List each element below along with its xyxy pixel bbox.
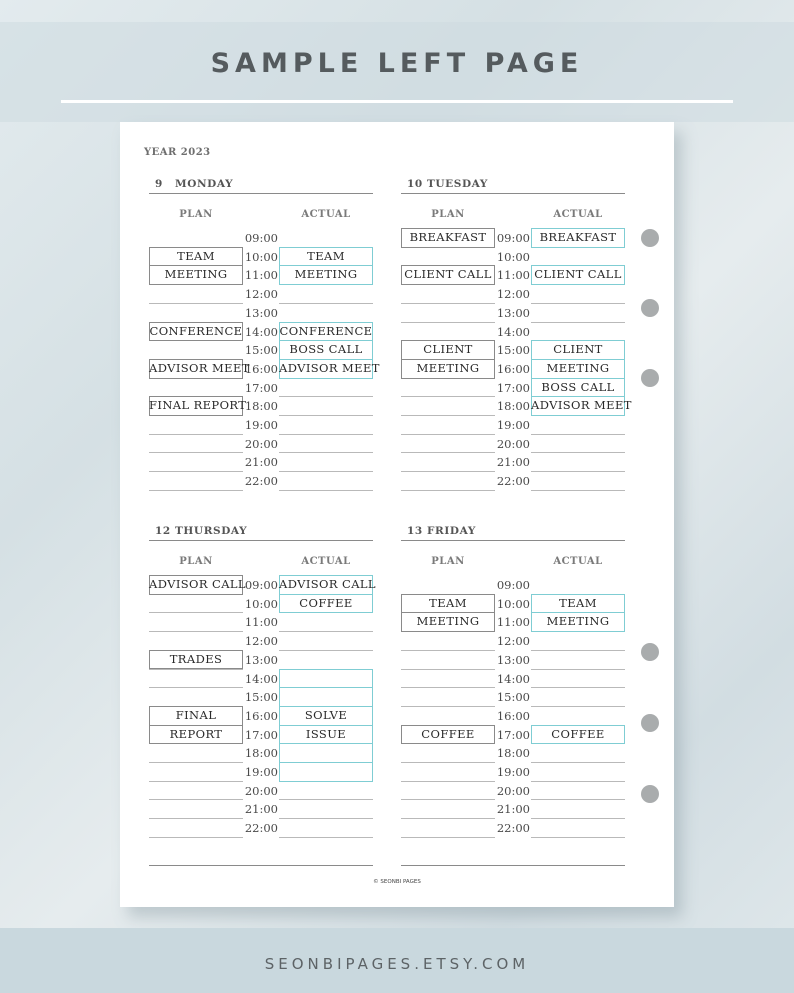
time-slot-label: 11:00	[496, 615, 530, 630]
plan-entry-text: FINAL REPORT	[149, 398, 247, 413]
time-slot-label: 22:00	[496, 821, 530, 836]
time-slot-label: 21:00	[244, 455, 278, 470]
plan-row-line[interactable]	[149, 818, 243, 819]
day-number: 12	[155, 525, 171, 537]
notes-line[interactable]	[401, 865, 625, 866]
plan-entry-text: TEAM	[429, 595, 467, 610]
plan-row-line[interactable]	[401, 471, 495, 472]
plan-entry-text: FINAL	[175, 707, 217, 722]
plan-row-line[interactable]	[149, 837, 243, 838]
time-slot-label: 22:00	[244, 474, 278, 489]
time-slot-label: 21:00	[496, 455, 530, 470]
actual-entry-text: TEAM	[559, 595, 597, 610]
time-slot-label: 21:00	[244, 802, 278, 817]
plan-row-line[interactable]	[149, 631, 243, 632]
day-number: 9	[155, 178, 163, 190]
actual-row-line[interactable]	[531, 837, 625, 838]
time-slot-label: 20:00	[496, 783, 530, 798]
actual-entry-text: MEETING	[294, 267, 358, 282]
time-slot-label: 15:00	[496, 343, 530, 358]
plan-row-line[interactable]	[149, 799, 243, 800]
plan-row-line[interactable]	[401, 762, 495, 763]
time-slot-label: 11:00	[244, 615, 278, 630]
time-slot-label: 17:00	[244, 727, 278, 742]
day-divider	[401, 540, 625, 541]
actual-row-line[interactable]	[531, 322, 625, 323]
actual-entry-text: BOSS CALL	[541, 379, 615, 394]
time-slot-label: 11:00	[496, 268, 530, 283]
actual-row-line[interactable]	[531, 471, 625, 472]
time-slot-label: 20:00	[496, 436, 530, 451]
day-divider	[401, 193, 625, 194]
plan-row-line[interactable]	[401, 490, 495, 491]
actual-entry-cell[interactable]	[279, 743, 373, 763]
day-divider	[149, 540, 373, 541]
actual-entry-cell[interactable]	[279, 669, 373, 689]
actual-entry-text: ADVISOR MEET	[531, 398, 632, 413]
time-slot-label: 13:00	[496, 652, 530, 667]
actual-row-line[interactable]	[531, 818, 625, 819]
time-slot-label: 19:00	[496, 418, 530, 432]
time-slot-label: 19:00	[244, 418, 278, 432]
time-slot-label: 11:00	[244, 268, 278, 283]
plan-entry-text: ADVISOR CALL	[149, 577, 246, 591]
plan-row-line[interactable]	[401, 687, 495, 688]
plan-row-line[interactable]	[401, 434, 495, 435]
day-header-thursday	[155, 525, 247, 537]
time-slot-label: 16:00	[244, 361, 278, 376]
actual-row-line[interactable]	[279, 799, 373, 800]
time-slot-label: 10:00	[496, 249, 530, 264]
time-slot-label: 19:00	[244, 765, 278, 779]
time-slot-label: 18:00	[496, 746, 530, 761]
binder-hole-icon	[641, 229, 659, 247]
day-name: MONDAY	[175, 178, 234, 190]
plan-entry-text: TRADES	[169, 651, 223, 666]
copyright-text: © SEONBI PAGES	[373, 879, 421, 885]
time-slot-label: 12:00	[496, 634, 530, 649]
plan-entry-text: TEAM	[177, 248, 215, 263]
time-slot-label: 17:00	[244, 380, 278, 395]
plan-entry-text: BREAKFAST	[409, 230, 487, 244]
actual-entry-text: ADVISOR MEET	[279, 360, 380, 375]
plan-row-line[interactable]	[149, 452, 243, 453]
actual-row-line[interactable]	[279, 631, 373, 632]
actual-row-line[interactable]	[279, 415, 373, 416]
actual-row-line[interactable]	[531, 669, 625, 670]
day-header-tuesday	[407, 178, 488, 190]
time-slot-label: 20:00	[244, 436, 278, 451]
actual-row-line[interactable]	[531, 687, 625, 688]
plan-row-line[interactable]	[401, 303, 495, 304]
plan-row-line[interactable]	[401, 818, 495, 819]
plan-entry-text: REPORT	[169, 726, 223, 741]
actual-row-line[interactable]	[279, 303, 373, 304]
actual-row-line[interactable]	[531, 434, 625, 435]
plan-entry-text: MEETING	[416, 360, 480, 375]
actual-row-line[interactable]	[531, 490, 625, 491]
plan-column-label: PLAN	[431, 209, 465, 220]
time-slot-label: 22:00	[244, 821, 278, 836]
time-slot-label: 12:00	[244, 634, 278, 649]
time-slot-label: 13:00	[244, 305, 278, 320]
actual-column-label: ACTUAL	[553, 209, 603, 220]
plan-column-label: PLAN	[179, 209, 213, 220]
time-slot-label: 14:00	[244, 671, 278, 686]
time-slot-label: 09:00	[496, 578, 530, 592]
year-label: YEAR 2023	[144, 147, 211, 158]
time-slot-label: 17:00	[496, 727, 530, 742]
actual-entry-text: MEETING	[546, 360, 610, 375]
actual-row-line[interactable]	[279, 434, 373, 435]
time-slot-label: 21:00	[496, 802, 530, 817]
plan-row-line[interactable]	[149, 471, 243, 472]
plan-row-line[interactable]	[401, 396, 495, 397]
actual-row-line[interactable]	[531, 781, 625, 782]
actual-row-line[interactable]	[279, 471, 373, 472]
actual-entry-text: BOSS CALL	[289, 342, 363, 357]
day-name: THURSDAY	[175, 525, 248, 537]
time-slot-label: 13:00	[244, 652, 278, 667]
actual-entry-text: MEETING	[546, 614, 610, 629]
actual-entry-text: ADVISOR CALL	[279, 577, 376, 591]
plan-row-line[interactable]	[149, 781, 243, 782]
day-divider	[149, 193, 373, 194]
actual-column-label: ACTUAL	[301, 556, 351, 567]
actual-entry-cell[interactable]	[279, 687, 373, 707]
actual-row-line[interactable]	[279, 396, 373, 397]
day-name: TUESDAY	[427, 178, 488, 190]
actual-entry-text: CLIENT CALL	[534, 267, 622, 282]
page-title: SAMPLE LEFT PAGE	[210, 48, 584, 79]
plan-entry-text: CLIENT CALL	[404, 267, 492, 282]
plan-row-line[interactable]	[401, 837, 495, 838]
shop-url: SEONBIPAGES.ETSY.COM	[264, 955, 530, 973]
plan-row-line[interactable]	[401, 452, 495, 453]
binder-hole-icon	[641, 785, 659, 803]
time-slot-label: 18:00	[496, 399, 530, 414]
time-slot-label: 10:00	[244, 249, 278, 264]
plan-entry-text: CONFERENCE	[149, 323, 243, 338]
time-slot-label: 15:00	[496, 690, 530, 705]
plan-entry-text: CLIENT	[423, 342, 473, 357]
actual-entry-text: COFFEE	[551, 726, 605, 741]
binder-hole-icon	[641, 369, 659, 387]
actual-row-line[interactable]	[531, 762, 625, 763]
actual-row-line[interactable]	[531, 650, 625, 651]
plan-row-line[interactable]	[149, 434, 243, 435]
time-slot-label: 19:00	[496, 765, 530, 779]
time-slot-label: 22:00	[496, 474, 530, 489]
plan-row-line[interactable]	[401, 322, 495, 323]
notes-line[interactable]	[149, 865, 373, 866]
binder-hole-icon	[641, 714, 659, 732]
plan-row-line[interactable]	[149, 303, 243, 304]
time-slot-label: 09:00	[244, 231, 278, 245]
day-number: 10	[407, 178, 423, 190]
time-slot-label: 15:00	[244, 343, 278, 358]
day-number: 13	[407, 525, 423, 537]
plan-column-label: PLAN	[179, 556, 213, 567]
time-slot-label: 20:00	[244, 783, 278, 798]
plan-row-line[interactable]	[401, 781, 495, 782]
time-slot-label: 09:00	[244, 578, 278, 592]
plan-row-line[interactable]	[149, 687, 243, 688]
actual-entry-text: TEAM	[307, 248, 345, 263]
actual-row-line[interactable]	[279, 837, 373, 838]
plan-row-line[interactable]	[149, 762, 243, 763]
actual-entry-text: CONFERENCE	[279, 323, 373, 338]
actual-row-line[interactable]	[279, 490, 373, 491]
time-slot-label: 10:00	[244, 596, 278, 611]
binder-hole-icon	[641, 299, 659, 317]
time-slot-label: 14:00	[244, 324, 278, 339]
binder-hole-icon	[641, 643, 659, 661]
time-slot-label: 13:00	[496, 305, 530, 320]
plan-row-line[interactable]	[401, 799, 495, 800]
actual-row-line[interactable]	[531, 303, 625, 304]
time-slot-label: 16:00	[496, 708, 530, 723]
actual-row-line[interactable]	[531, 452, 625, 453]
actual-entry-text: BREAKFAST	[539, 230, 617, 244]
plan-entry-text: MEETING	[416, 614, 480, 629]
actual-entry-cell[interactable]	[279, 762, 373, 782]
time-slot-label: 16:00	[496, 361, 530, 376]
actual-entry-text: CLIENT	[553, 342, 603, 357]
time-slot-label: 14:00	[496, 671, 530, 686]
actual-entry-text: ISSUE	[305, 726, 347, 741]
actual-row-line[interactable]	[279, 650, 373, 651]
time-slot-label: 16:00	[244, 708, 278, 723]
actual-column-label: ACTUAL	[553, 556, 603, 567]
plan-entry-text: ADVISOR MEET	[149, 360, 250, 375]
day-header-monday	[155, 178, 233, 190]
time-slot-label: 15:00	[244, 690, 278, 705]
actual-row-line[interactable]	[531, 799, 625, 800]
time-slot-label: 17:00	[496, 380, 530, 395]
header-divider	[61, 100, 733, 103]
plan-entry-text: MEETING	[164, 267, 228, 282]
actual-entry-text: COFFEE	[299, 595, 353, 610]
time-slot-label: 12:00	[496, 287, 530, 302]
time-slot-label: 09:00	[496, 231, 530, 245]
plan-entry-text: COFFEE	[421, 726, 475, 741]
plan-row-line[interactable]	[401, 650, 495, 651]
time-slot-label: 12:00	[244, 287, 278, 302]
actual-row-line[interactable]	[279, 818, 373, 819]
actual-column-label: ACTUAL	[301, 209, 351, 220]
plan-row-line[interactable]	[401, 415, 495, 416]
time-slot-label: 10:00	[496, 596, 530, 611]
day-name: FRIDAY	[427, 525, 476, 537]
time-slot-label: 18:00	[244, 746, 278, 761]
time-slot-label: 18:00	[244, 399, 278, 414]
plan-row-line[interactable]	[401, 669, 495, 670]
actual-row-line[interactable]	[531, 706, 625, 707]
plan-row-line[interactable]	[401, 706, 495, 707]
actual-entry-text: SOLVE	[304, 707, 348, 722]
plan-row-line[interactable]	[149, 490, 243, 491]
actual-row-line[interactable]	[279, 452, 373, 453]
plan-row-line[interactable]	[149, 612, 243, 613]
plan-column-label: PLAN	[431, 556, 465, 567]
time-slot-label: 14:00	[496, 324, 530, 339]
planner-sheet	[120, 122, 674, 907]
day-header-friday	[407, 525, 476, 537]
